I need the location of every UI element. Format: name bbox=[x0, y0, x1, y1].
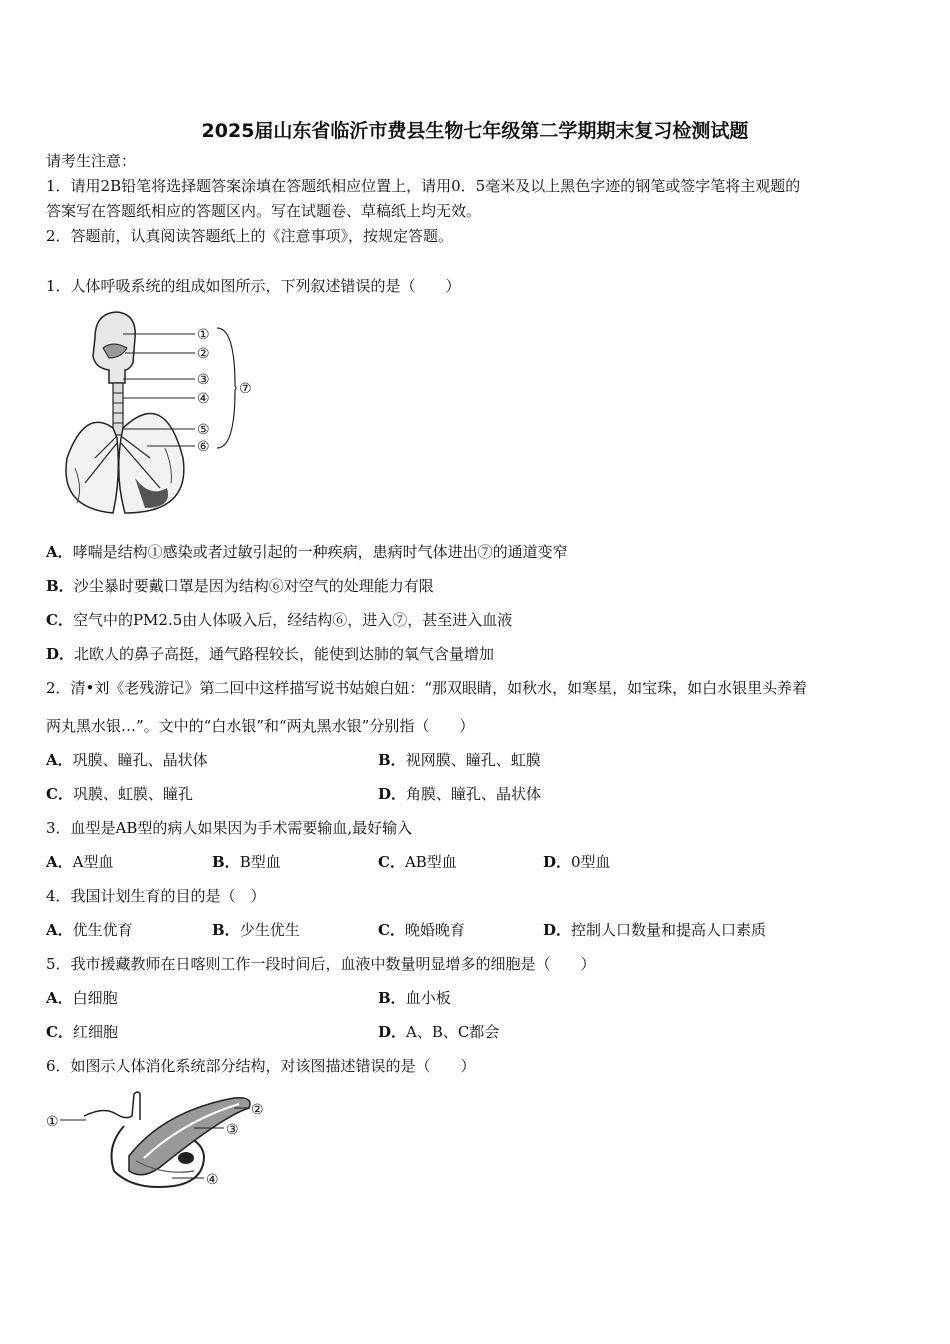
question-4-stem: 4．我国计划生育的目的是（ ） bbox=[46, 887, 266, 905]
q4-option-d: D．控制人口数量和提高人口素质 bbox=[543, 921, 767, 939]
digest-label-4: ④ bbox=[206, 1172, 219, 1188]
question-3-stem: 3．血型是AB型的病人如果因为手术需要输血,最好输入 bbox=[46, 819, 413, 837]
question-2-stem: 2．清•刘《老残游记》第二回中这样描写说书姑娘白妞：“那双眼睛，如秋水，如寒星，如宝珠，如白水银里头养着 bbox=[46, 679, 808, 697]
q3-option-d: D．0型血 bbox=[543, 853, 611, 871]
q5-option-d: D．A、B、C都会 bbox=[378, 1023, 500, 1041]
q2-option-d: D．角膜、瞳孔、晶状体 bbox=[378, 785, 542, 803]
notice-line-2: 2．答题前，认真阅读答题纸上的《注意事项》，按规定答题。 bbox=[46, 227, 454, 245]
q5-option-b: B．血小板 bbox=[378, 989, 451, 1007]
q4-option-b: B．少生优生 bbox=[212, 921, 300, 939]
digest-label-3: ③ bbox=[226, 1122, 239, 1138]
q2-option-b: B．视网膜、瞳孔、虹膜 bbox=[378, 751, 541, 769]
label-1: ① bbox=[197, 327, 210, 343]
q4-option-c: C．晚婚晚育 bbox=[378, 921, 465, 939]
label-7: ⑦ bbox=[239, 381, 252, 397]
label-2: ② bbox=[197, 346, 210, 362]
question-2-stem-cont: 两丸黑水银…”。文中的“白水银”和“两丸黑水银”分别指（ ） bbox=[46, 717, 475, 735]
digest-label-2: ② bbox=[251, 1102, 264, 1118]
label-5: ⑤ bbox=[197, 422, 210, 438]
digestive-system-figure bbox=[44, 1086, 274, 1198]
label-3: ③ bbox=[197, 372, 210, 388]
page-title: 2025届山东省临沂市费县生物七年级第二学期期末复习检测试题 bbox=[201, 120, 749, 142]
question-5-stem: 5．我市援藏教师在日喀则工作一段时间后，血液中数量明显增多的细胞是（ ） bbox=[46, 955, 596, 973]
q1-option-c: C．空气中的PM2.5由人体吸入后，经结构⑥，进入⑦，甚至进入血液 bbox=[46, 611, 513, 629]
q1-option-a: A．哮喘是结构①感染或者过敏引起的一种疾病，患病时气体进出⑦的通道变窄 bbox=[46, 543, 568, 561]
notice-line-1: 1．请用2B铅笔将选择题答案涂填在答题纸相应位置上，请用0．5毫米及以上黑色字迹的钢笔或签字笔将主观题的 bbox=[46, 177, 801, 195]
q2-option-c: C．巩膜、虹膜、瞳孔 bbox=[46, 785, 193, 803]
q4-option-a: A．优生优育 bbox=[46, 921, 133, 939]
q5-option-c: C．红细胞 bbox=[46, 1023, 118, 1041]
q3-option-a: A．A型血 bbox=[46, 853, 114, 871]
q3-option-c: C．AB型血 bbox=[378, 853, 457, 871]
digest-label-1: ① bbox=[46, 1114, 59, 1130]
label-6: ⑥ bbox=[197, 439, 210, 455]
q2-option-a: A．巩膜、瞳孔、晶状体 bbox=[46, 751, 208, 769]
q5-option-a: A．白细胞 bbox=[46, 989, 118, 1007]
question-1-stem: 1．人体呼吸系统的组成如图所示，下列叙述错误的是（ ） bbox=[46, 277, 461, 295]
question-6-stem: 6．如图示人体消化系统部分结构，对该图描述错误的是（ ） bbox=[46, 1057, 476, 1075]
q1-option-b: B．沙尘暴时要戴口罩是因为结构⑥对空气的处理能力有限 bbox=[46, 577, 434, 595]
respiratory-system-figure bbox=[55, 308, 275, 520]
label-4: ④ bbox=[197, 391, 210, 407]
notice-line-1b: 答案写在答题纸相应的答题区内。写在试题卷、草稿纸上均无效。 bbox=[46, 202, 482, 220]
notice-heading: 请考生注意： bbox=[46, 152, 137, 170]
q1-option-d: D．北欧人的鼻子高挺，通气路程较长，能使到达肺的氧气含量增加 bbox=[46, 645, 495, 663]
q3-option-b: B．B型血 bbox=[212, 853, 281, 871]
